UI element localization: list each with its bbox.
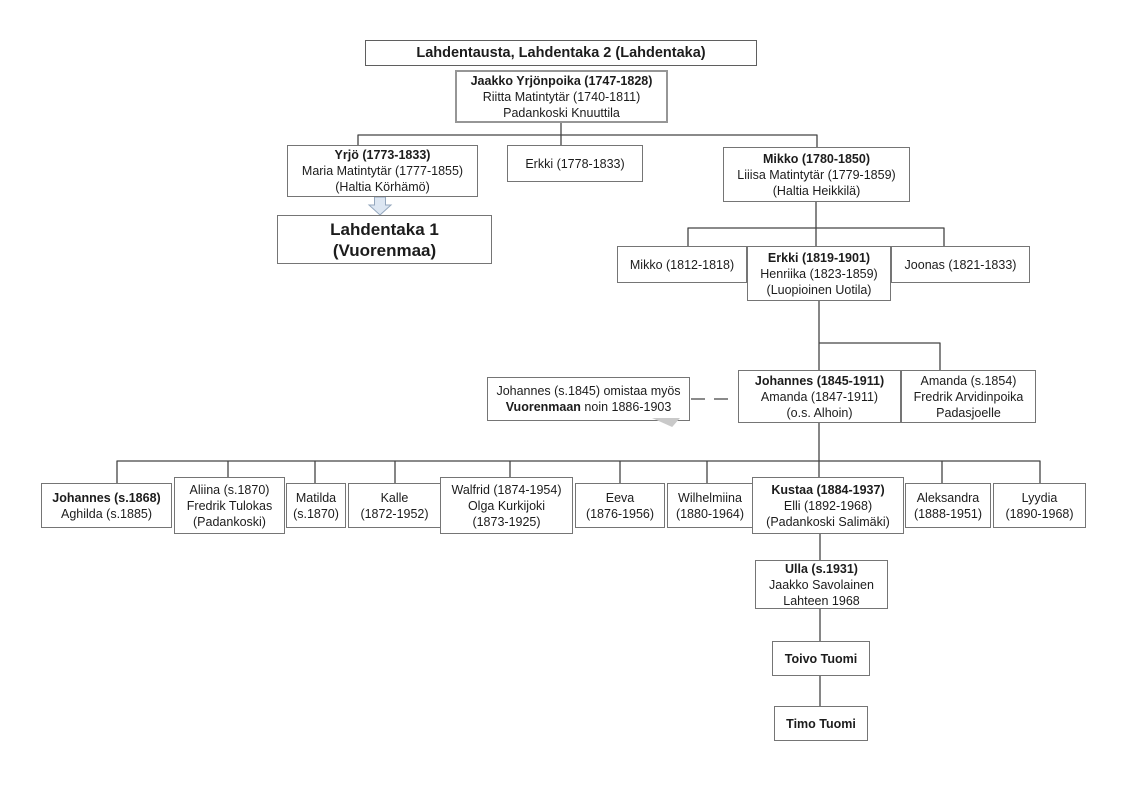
person-years: (s.1870) — [293, 506, 339, 521]
person-box-jaakko-yrjonpoika — [455, 70, 668, 123]
person-name: Mikko (1780-1850) — [762, 151, 870, 166]
person-box-johannes-1868 — [41, 483, 172, 528]
person-spouse: Fredrik Tulokas — [186, 498, 273, 513]
person-spouse: Jaakko Savolainen — [769, 577, 874, 592]
person-place: (Haltia Heikkilä) — [772, 183, 861, 198]
person-name: Erkki (1778-1833) — [525, 156, 625, 171]
person-maiden-name: (o.s. Alhoin) — [786, 405, 853, 420]
person-name: Erkki (1819-1901) — [767, 250, 871, 265]
person-box-toivo-tuomi — [772, 641, 870, 676]
person-years: (1873-1925) — [472, 514, 541, 529]
person-name: Joonas (1821-1833) — [904, 257, 1017, 272]
person-name: Eeva — [605, 490, 635, 505]
person-spouse: Aghilda (s.1885) — [60, 506, 153, 521]
person-box-erkki-1819 — [747, 246, 891, 301]
person-name: Yrjö (1773-1833) — [334, 148, 431, 162]
person-name: Johannes (1845-1911) — [754, 373, 885, 388]
person-box-wilhelmiina — [667, 483, 753, 528]
note-bold-word: Vuorenmaan — [505, 400, 581, 414]
person-name: Wilhelmiina — [678, 490, 742, 505]
person-box-kustaa — [752, 477, 904, 534]
person-box-erkki-1778 — [507, 145, 643, 182]
person-box-matilda — [286, 483, 346, 528]
person-box-aliina — [174, 477, 285, 534]
diagram-title-text: Lahdentausta, Lahdentaka 2 (Lahdentaka) — [416, 45, 706, 61]
note-line-1: Johannes (s.1845) omistaa myös — [496, 384, 681, 398]
person-box-johannes-1845 — [738, 370, 901, 423]
reference-subname: (Vuorenmaa) — [332, 240, 437, 260]
person-name: Aliina (s.1870) — [189, 482, 270, 497]
person-name: Kustaa (1884-1937) — [771, 482, 885, 497]
reference-name: Lahdentaka 1 — [330, 219, 439, 239]
person-name: Jaakko Yrjönpoika (1747-1828) — [470, 73, 653, 88]
person-spouse: Olga Kurkijoki — [467, 498, 546, 513]
person-box-aleksandra — [905, 483, 991, 528]
person-place: (Padankoski) — [193, 514, 266, 529]
person-spouse: Fredrik Arvidinpoika — [913, 389, 1024, 404]
person-name: Toivo Tuomi — [784, 651, 858, 666]
person-box-walfrid — [440, 477, 573, 534]
person-box-mikko-1780 — [723, 147, 910, 202]
person-box-amanda-1854 — [901, 370, 1036, 423]
person-years: (1876-1956) — [585, 506, 655, 521]
person-spouse: Maria Matintytär (1777-1855) — [301, 164, 464, 178]
reference-box-lahdentaka-1 — [277, 215, 492, 264]
person-name: Mikko (1812-1818) — [629, 257, 735, 272]
person-box-kalle — [348, 483, 441, 528]
person-name: Johannes (s.1868) — [52, 490, 161, 505]
diagram-title — [365, 40, 757, 66]
person-years: (1890-1968) — [1005, 506, 1074, 521]
person-spouse: Amanda (1847-1911) — [760, 389, 879, 404]
person-name: Lyydia — [1021, 490, 1058, 505]
person-years: (1888-1951) — [913, 506, 983, 521]
person-box-yrjo — [287, 145, 478, 197]
person-years: (1872-1952) — [360, 506, 429, 521]
annotation-note — [487, 377, 690, 421]
person-box-timo-tuomi — [774, 706, 868, 741]
person-box-eeva — [575, 483, 665, 528]
person-spouse: Riitta Matintytär (1740-1811) — [482, 89, 641, 104]
person-name: Walfrid (1874-1954) — [451, 482, 562, 497]
person-spouse: Elli (1892-1968) — [783, 498, 873, 513]
person-spouse: Liiisa Matintytär (1779-1859) — [737, 167, 896, 182]
folded-corner-icon — [652, 418, 680, 427]
person-place: (Haltia Körhämö) — [335, 180, 430, 194]
person-box-ulla — [755, 560, 888, 609]
person-box-lyydia — [993, 483, 1086, 528]
person-name: Timo Tuomi — [786, 716, 856, 731]
person-box-joonas — [891, 246, 1030, 283]
note-rest: noin 1886-1903 — [580, 400, 672, 414]
down-block-arrow-icon — [369, 197, 391, 215]
person-name: Aleksandra — [916, 490, 980, 505]
person-spouse: Henriika (1823-1859) — [760, 266, 878, 281]
person-name: Kalle — [380, 490, 409, 505]
person-place: Lahteen 1968 — [783, 593, 860, 608]
person-name: Matilda — [295, 490, 337, 505]
person-place: Padankoski Knuuttila — [503, 105, 620, 120]
person-place: Padasjoelle — [936, 405, 1001, 420]
note-line-2 — [506, 399, 672, 415]
person-place: (Luopioinen Uotila) — [766, 282, 872, 297]
person-box-mikko-1812 — [617, 246, 747, 283]
person-years: (1880-1964) — [675, 506, 745, 521]
person-place: (Padankoski Salimäki) — [766, 514, 890, 529]
person-name: Amanda (s.1854) — [920, 373, 1017, 388]
person-name: Ulla (s.1931) — [785, 561, 858, 576]
